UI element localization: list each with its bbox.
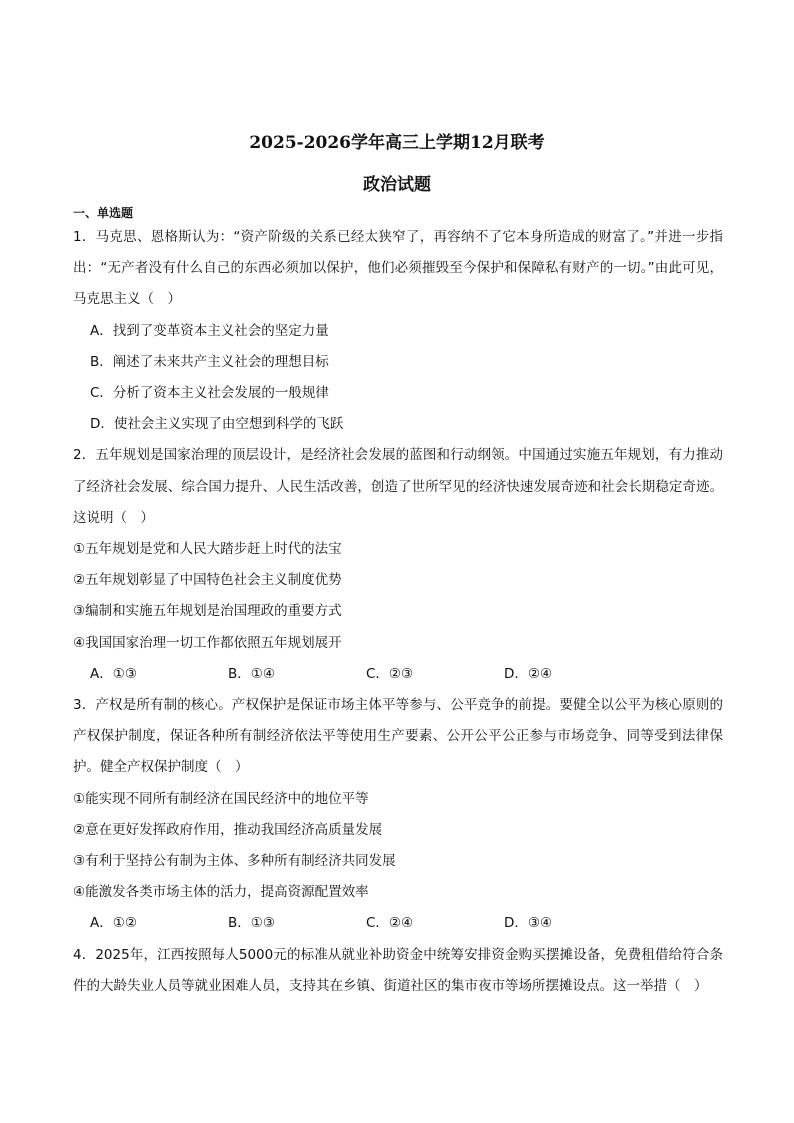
statement-1: ①能实现不同所有制经济在国民经济中的地位平等 [73, 790, 369, 807]
option-c: C．②③ [366, 665, 414, 682]
statement-4: ④能激发各类市场主体的活力，提高资源配置效率 [73, 884, 369, 901]
exam-title: 2025-2026学年高三上学期12月联考 [249, 133, 545, 153]
statement-3: ③编制和实施五年规划是治国理政的重要方式 [73, 603, 342, 620]
question-4 [73, 940, 723, 1002]
option-d: D．②④ [504, 665, 553, 682]
question-stem: 4．2025年，江西按照每人5000元的标准从就业补助资金中统筹安排资金购买摆摊设备，免费租借给符合条件的大龄失业人员等就业困难人员，支持其在乡镇、街道社区的集市夜市等场所摆摊设点。这一举措（ ） [73, 946, 723, 994]
question-3 [73, 690, 723, 940]
exam-subtitle: 政治试题 [363, 175, 431, 195]
answer-options [73, 908, 723, 939]
choice-c: C．分析了资本主义社会发展的一般规律 [90, 385, 329, 402]
question-stem: 2．五年规划是国家治理的顶层设计，是经济社会发展的蓝图和行动纲领。中国通过实施五年规划，有力推动了经济社会发展、综合国力提升、人民生活改善，创造了世所罕见的经济快速发展奇迹和社会长期稳定奇迹。这说明（ ） [73, 447, 723, 526]
answer-options [73, 659, 723, 690]
choice-a: A．找到了变革资本主义社会的坚定力量 [90, 322, 329, 339]
section-heading: 一、单选题 [73, 206, 134, 220]
statement-3: ③有利于坚持公有制为主体、多种所有制经济共同发展 [73, 853, 396, 870]
question-1 [73, 222, 723, 440]
statement-2: ②意在更好发挥政府作用，推动我国经济高质量发展 [73, 821, 383, 838]
statement-1: ①五年规划是党和人民大踏步赶上时代的法宝 [73, 541, 342, 558]
statement-2: ②五年规划彰显了中国特色社会主义制度优势 [73, 572, 342, 589]
option-c: C．②④ [366, 915, 414, 932]
question-stem: 1．马克思、恩格斯认为：“资产阶级的关系已经太狭窄了，再容纳不了它本身所造成的财富了。”并进一步指出：“无产者没有什么自己的东西必须加以保护，他们必须摧毁至今保护和保障私有财产的一切。”由此可见，马克思主义（ ） [73, 229, 723, 308]
option-b: B．①③ [228, 915, 275, 932]
option-d: D．③④ [504, 915, 553, 932]
choice-d: D．使社会主义实现了由空想到科学的飞跃 [90, 416, 344, 433]
question-2 [73, 440, 723, 690]
option-b: B．①④ [228, 665, 275, 682]
question-stem: 3．产权是所有制的核心。产权保护是保证市场主体平等参与、公平竞争的前提。要健全以公平为核心原则的产权保护制度，保证各种所有制经济依法平等使用生产要素、公开公平公正参与市场竞争、同等受到法律保护。健全产权保护制度（ ） [73, 697, 723, 776]
option-a: A．①③ [90, 665, 137, 682]
statement-4: ④我国国家治理一切工作都依照五年规划展开 [73, 634, 342, 651]
choice-b: B．阐述了未来共产主义社会的理想目标 [90, 353, 329, 370]
question-list [73, 222, 723, 1002]
option-a: A．①② [90, 915, 137, 932]
